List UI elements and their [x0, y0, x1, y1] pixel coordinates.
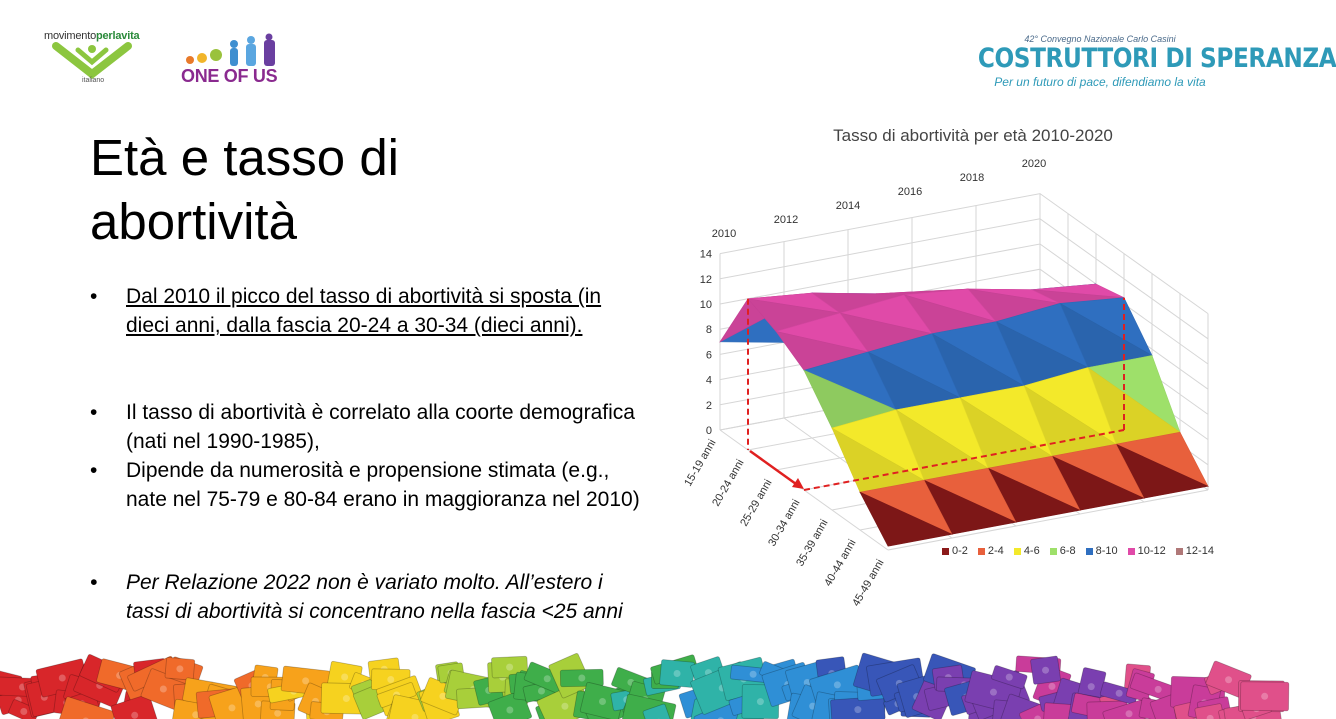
- bullet-text: Dipende da numerosità e propensione stimata (e.g., nate nel 75-79 e 80-84 erano in maggioranza nel 2010): [126, 459, 640, 511]
- lego-stud: [343, 695, 350, 702]
- year-tick-label: 2016: [897, 186, 923, 199]
- bullet-item: [88, 456, 648, 514]
- lego-stud: [1155, 686, 1162, 693]
- lego-stud: [1042, 667, 1049, 674]
- slide-title-line-1: Età e tasso di: [90, 129, 400, 186]
- lego-stud: [131, 712, 138, 719]
- legend-item: [1176, 543, 1214, 559]
- legend-label: 10-12: [1137, 545, 1166, 557]
- age-tick-label: 35-39 anni: [794, 517, 831, 569]
- z-tick-label: 8: [705, 324, 712, 337]
- lego-stud: [302, 677, 309, 684]
- lego-stud: [1126, 710, 1133, 717]
- lego-stud: [160, 686, 167, 693]
- event-tagline: Per un futuro di pace, difendiamo la vita: [994, 75, 1206, 89]
- age-tick-label: 20-24 anni: [710, 457, 747, 509]
- z-tick-label: 12: [699, 273, 712, 286]
- legend-label: 4-6: [1023, 545, 1040, 557]
- lego-stud: [544, 675, 551, 682]
- mpv-logo-subtitle: italiano: [82, 77, 105, 84]
- bullet-item: [88, 282, 648, 340]
- lego-stud: [561, 703, 568, 710]
- legend-item: [1014, 543, 1040, 559]
- age-tick-label: 15-19 anni: [682, 437, 719, 489]
- bullet-text: Il tasso di abortività è correlato alla coorte demografica (nati nel 1990-1985),: [126, 401, 635, 453]
- growth-figures-icon: [184, 34, 288, 68]
- movimento-per-la-vita-logo: [40, 28, 150, 90]
- legend-swatch: [1128, 548, 1135, 555]
- legend-label: 2-4: [987, 545, 1004, 557]
- legend-label: 0-2: [952, 545, 968, 557]
- lego-stud: [20, 708, 27, 715]
- lego-bricks-banner: [0, 663, 1280, 719]
- lego-stud: [834, 681, 841, 688]
- lego-stud: [599, 698, 606, 705]
- lego-stud: [1261, 693, 1268, 700]
- year-tick-label: 2012: [773, 214, 799, 227]
- legend-swatch: [942, 548, 949, 555]
- year-tick-label: 2020: [1021, 158, 1047, 171]
- legend-item: [978, 543, 1004, 559]
- year-tick-label: 2010: [711, 228, 737, 241]
- legend-swatch: [1176, 548, 1183, 555]
- z-tick-label: 2: [705, 399, 712, 412]
- chart-legend: [942, 543, 1214, 559]
- legend-item: [1086, 543, 1118, 559]
- z-tick-label: 4: [705, 374, 712, 387]
- lego-stud: [228, 704, 235, 711]
- lego-stud: [578, 674, 585, 681]
- slide-title: [90, 126, 610, 254]
- z-tick-label: 10: [699, 299, 712, 311]
- legend-swatch: [978, 548, 985, 555]
- legend-swatch: [1050, 548, 1057, 555]
- age-tick-label: 40-44 anni: [822, 537, 859, 589]
- surface-chart: [682, 150, 1270, 609]
- one-of-us-logo-text: ONE OF US: [181, 66, 278, 86]
- lego-stud: [538, 687, 545, 694]
- chart-title: Tasso di abortività per età 2010-2020: [833, 126, 1113, 145]
- mpv-heart-icon: [52, 42, 138, 78]
- lego-stud: [757, 698, 764, 705]
- legend-item: [1128, 543, 1166, 559]
- lego-stud: [750, 671, 757, 678]
- bullet-text: Per Relazione 2022 non è variato molto. All’estero i tassi di abortività si concentrano nella fascia <25 anni: [126, 571, 623, 623]
- age-tick-label: 25-29 anni: [738, 477, 775, 529]
- z-tick-label: 14: [699, 248, 712, 261]
- lego-stud: [1006, 674, 1013, 681]
- lego-stud: [1116, 690, 1123, 697]
- slide-title-line-2: abortività: [90, 193, 297, 250]
- one-of-us-logo: [178, 34, 290, 90]
- lego-stud: [674, 670, 681, 677]
- lego-stud: [59, 674, 66, 681]
- event-logo: [958, 34, 1336, 98]
- legend-label: 12-14: [1185, 545, 1214, 557]
- lego-stud: [255, 700, 262, 707]
- lego-stud: [506, 707, 513, 714]
- year-tick-label: 2018: [959, 172, 985, 185]
- lego-stud: [1225, 676, 1232, 683]
- lego-stud: [506, 664, 513, 671]
- legend-label: 6-8: [1059, 545, 1076, 557]
- bullet-text: Dal 2010 il picco del tasso di abortività si sposta (in dieci anni, dalla fascia 20-24 a 30-34 (dieci anni).: [126, 285, 602, 337]
- event-subheading: 42° Convegno Nazionale Carlo Casini: [1024, 34, 1176, 44]
- age-tick-label: 30-34 anni: [766, 497, 803, 549]
- lego-stud: [387, 676, 394, 683]
- lego-stud: [990, 689, 997, 696]
- legend-item: [942, 543, 968, 559]
- lego-stud: [341, 674, 348, 681]
- z-tick-label: 6: [705, 349, 712, 362]
- lego-stud: [176, 665, 183, 672]
- lego-stud: [274, 710, 281, 717]
- mpv-logo-text: movimentoperlavita: [44, 30, 140, 42]
- legend-label: 8-10: [1095, 545, 1118, 557]
- lego-stud: [1088, 683, 1095, 690]
- z-tick-label: 0: [705, 425, 712, 437]
- legend-swatch: [1086, 548, 1093, 555]
- age-tick-label: 45-49 anni: [850, 557, 887, 609]
- legend-swatch: [1014, 548, 1021, 555]
- year-tick-label: 2014: [835, 200, 861, 213]
- lego-stud: [1048, 683, 1055, 690]
- event-name: COSTRUTTORI DI SPERANZA: [977, 43, 1336, 74]
- bullet-item: [88, 568, 648, 626]
- legend-item: [1050, 543, 1076, 559]
- lego-stud: [854, 706, 861, 713]
- bullet-item: [88, 398, 648, 456]
